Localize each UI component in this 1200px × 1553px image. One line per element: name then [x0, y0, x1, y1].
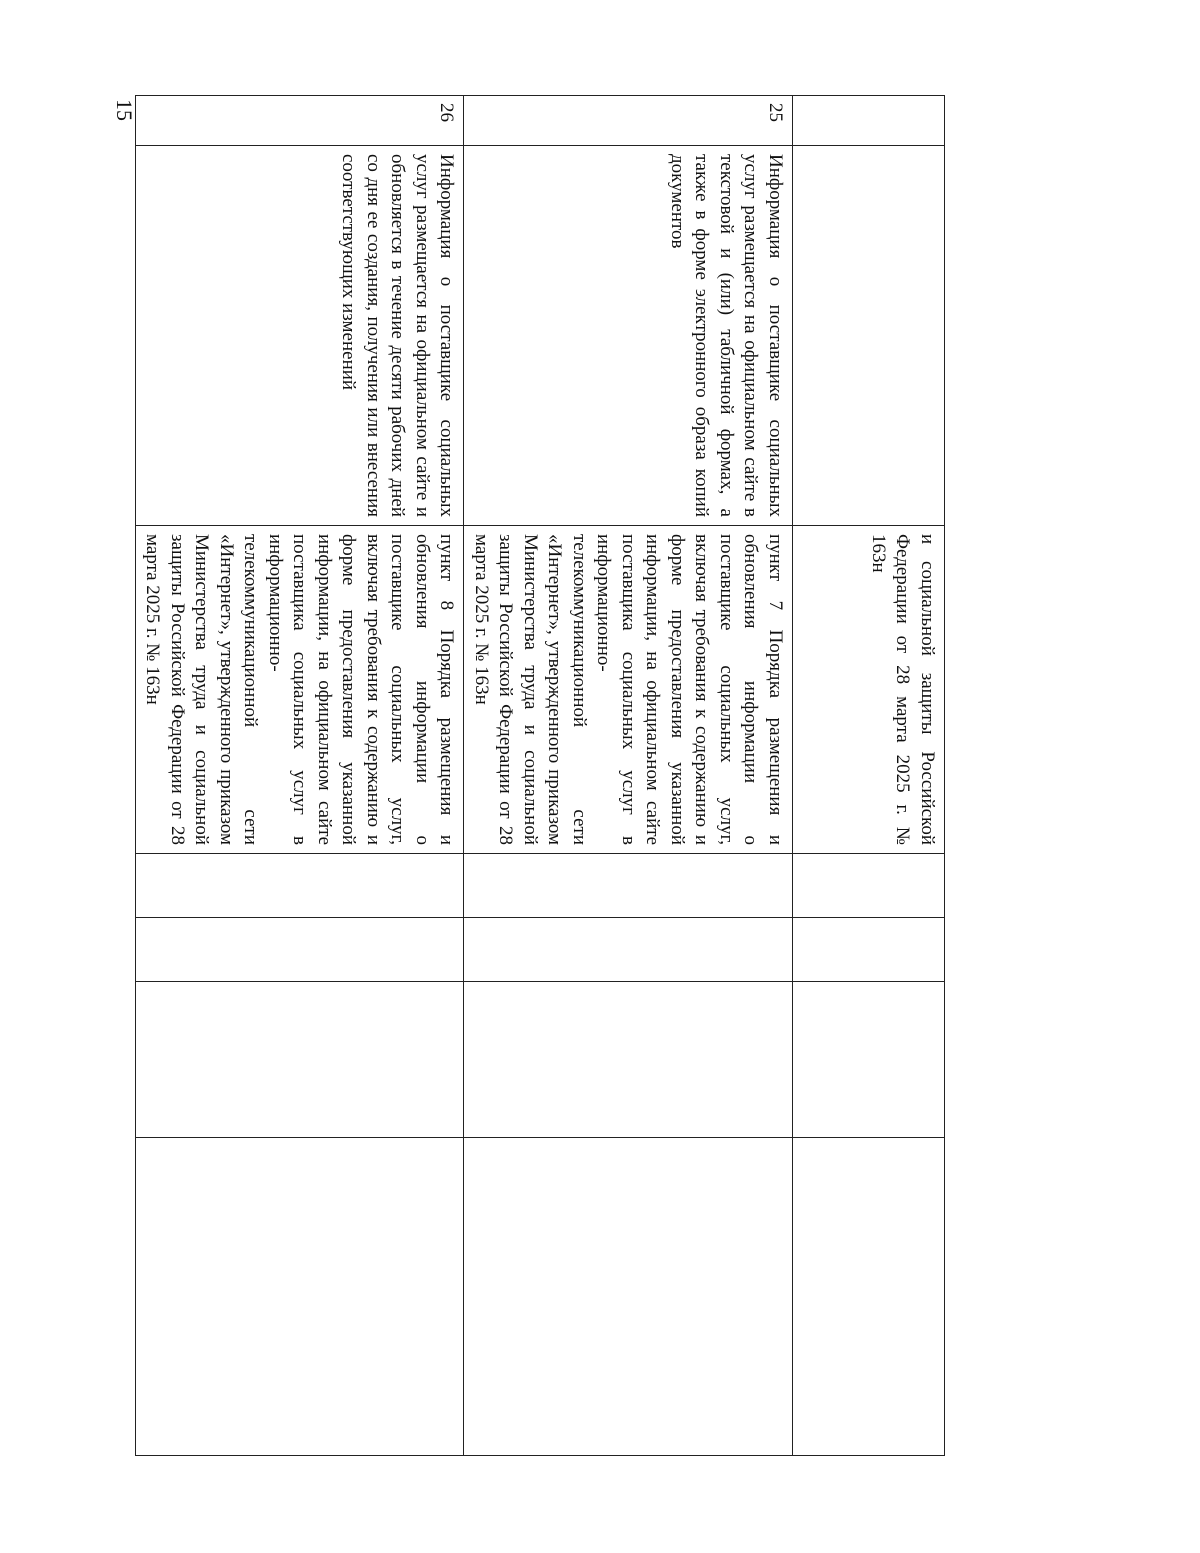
row-number — [793, 96, 945, 146]
check-cell — [793, 854, 945, 918]
table-row — [793, 96, 945, 1456]
requirement-cell: Информация о поставщике социальных услуг размещается на официальном сайте в текстовой и (или) табличной формах, а также в форме электронного образа копий документов — [464, 146, 793, 526]
legal-basis-cell: и социальной защиты Российской Федерации от 28 марта 2025 г. № 163н — [793, 526, 945, 854]
table-row — [464, 96, 793, 1456]
check-cell — [136, 854, 465, 918]
check-cell — [793, 918, 945, 982]
check-cell — [464, 982, 793, 1138]
requirements-table — [135, 95, 945, 1456]
check-cell — [136, 982, 465, 1138]
row-number: 26 — [136, 96, 465, 146]
row-number: 25 — [464, 96, 793, 146]
rotated-table-sheet — [142, 95, 945, 1455]
notes-cell — [793, 1138, 945, 1456]
requirement-cell — [793, 146, 945, 526]
check-cell — [464, 854, 793, 918]
page-number: 15 — [112, 99, 137, 121]
legal-basis-cell: пункт 7 Порядка размещения и обновления информации о поставщике социальных услуг, включая требования к содержанию и форме предоставления указанной информации, на официальном сайте поставщика социальных услуг в информационно-телекоммуникационной сети «Интернет», утвержденного приказом Министерства труда и социальной защиты Российской Федерации от 28 марта 2025 г. № 163н — [464, 526, 793, 854]
table-row — [136, 96, 465, 1456]
check-cell — [793, 982, 945, 1138]
legal-basis-cell: пункт 8 Порядка размещения и обновления информации о поставщике социальных услуг, включая требования к содержанию и форме предоставления указанной информации, на официальном сайте поставщика социальных услуг в информационно-телекоммуникационной сети «Интернет», утвержденного приказом Министерства труда и социальной защиты Российской Федерации от 28 марта 2025 г. № 163н — [136, 526, 465, 854]
notes-cell — [464, 1138, 793, 1456]
check-cell — [136, 918, 465, 982]
check-cell — [464, 918, 793, 982]
notes-cell — [136, 1138, 465, 1456]
requirement-cell: Информация о поставщике социальных услуг размещается на официальном сайте и обновляется в течение десяти рабочих дней со дня ее создания, получения или внесения соответствующих изменений — [136, 146, 465, 526]
